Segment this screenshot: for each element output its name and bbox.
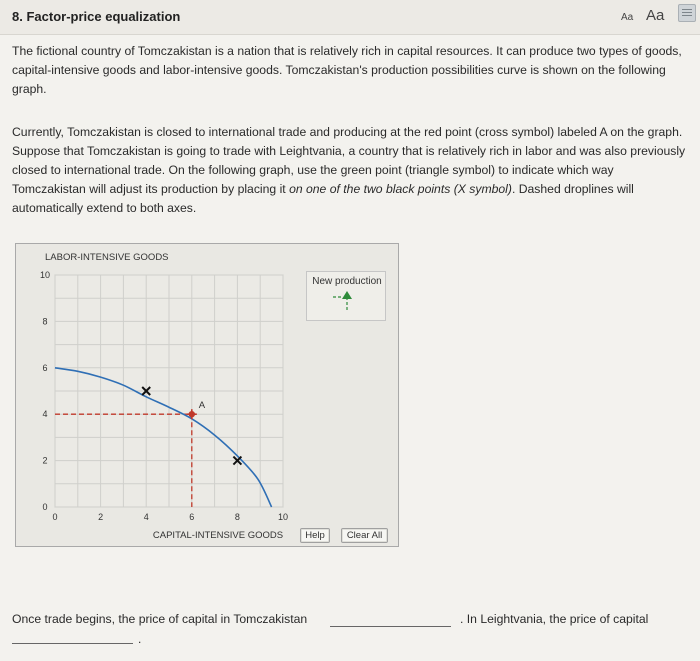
x-tick-label: 8 (234, 512, 240, 522)
capital-price-leightvania-dropdown[interactable] (12, 643, 133, 644)
y-tick-label: 0 (42, 502, 48, 512)
instructions-text-2: . Dashed droplines will automatically extend to both axes. (12, 182, 634, 215)
answer-sentence-2: . In Leightvania, the price of capital (460, 612, 649, 626)
instructions-emphasis: on one of the two black points (X symbol) (289, 182, 512, 196)
answer-period: . (138, 632, 142, 646)
capital-price-tomczakistan-dropdown[interactable] (330, 626, 451, 627)
y-axis-label: LABOR-INTENSIVE GOODS (45, 252, 169, 263)
question-number: 8. (12, 9, 23, 24)
instructions-paragraph (12, 123, 688, 218)
legend-label: New production (312, 276, 382, 287)
y-tick-label: 8 (42, 316, 48, 327)
x-tick-label: 2 (98, 512, 104, 522)
menu-icon[interactable] (678, 4, 696, 22)
text-size-large-button[interactable]: Aa (646, 7, 665, 24)
text-size-small-button[interactable]: Aa (621, 12, 634, 23)
question-header (0, 0, 700, 35)
point-a-label: A (198, 400, 206, 412)
graph-panel (15, 243, 399, 547)
question-title-text: Factor-price equalization (26, 9, 181, 24)
help-button[interactable]: Help (300, 528, 330, 543)
question-title (12, 9, 180, 24)
y-tick-label: 10 (39, 270, 51, 280)
intro-paragraph: The fictional country of Tomczakistan is a nation that is relatively rich in capital resources. It can produce two types of goods, capital-intensive goods and labor-intensive goods. Tomczakistan's production possibilities curve is shown on the following graph. (12, 44, 682, 96)
x-tick-label: 4 (143, 512, 149, 522)
green-triangle-tool-icon[interactable] (333, 289, 361, 313)
x-tick-label: 0 (52, 512, 58, 522)
answer-sentence-1: Once trade begins, the price of capital in Tomczakistan (12, 612, 308, 626)
x-tick-label: 10 (277, 512, 289, 522)
y-tick-label: 6 (42, 362, 48, 373)
y-tick-label: 2 (42, 455, 48, 466)
y-tick-label: 4 (42, 409, 48, 420)
x-axis-label: CAPITAL-INTENSIVE GOODS (152, 530, 284, 541)
x-tick-label: 6 (189, 512, 195, 522)
legend-new-production (306, 271, 386, 321)
instructions-text-1: Currently, Tomczakistan is closed to international trade and producing at the red point (cross symbol) labeled A on the graph. Suppose that Tomczakistan is going to trade with Leightvania, a country that is relatively rich in labor and was also previously closed to international trade. On the following graph, use the green point (triangle symbol) to indicate which way Tomczakistan will adjust its production by placing it (12, 125, 686, 196)
clear-all-button[interactable]: Clear All (341, 528, 388, 543)
